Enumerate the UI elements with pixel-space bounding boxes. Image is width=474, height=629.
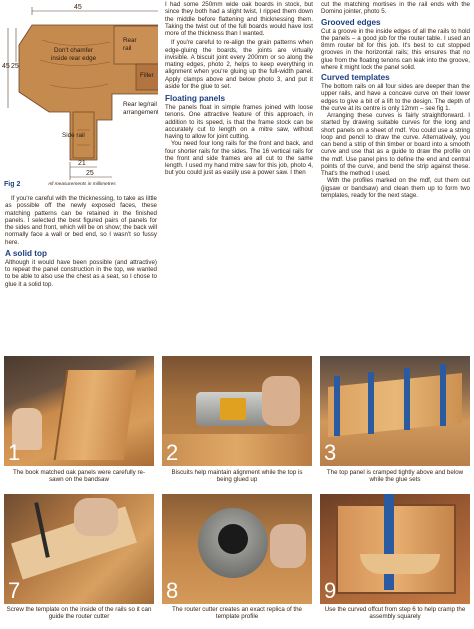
figure-2 (2, 0, 158, 192)
dim-bottom-a: 21 (78, 160, 86, 167)
dim-left-a: 45 (2, 63, 10, 70)
curved-offcut-shape (360, 554, 440, 574)
dim-left-b: 25 (11, 63, 19, 70)
label-chamfer-1: Don't chamfer (54, 47, 93, 54)
dim-top: 45 (74, 4, 82, 11)
frame-assembly-shape (336, 504, 456, 594)
heading-curved-templates: Curved templates (321, 73, 390, 82)
label-rear-rail-1: Rear (123, 37, 137, 44)
clamp-3 (404, 368, 410, 430)
col3-paragraph-1: cut the matching mortises in the rail ends with the Domino jointer, photo 5. (321, 1, 470, 16)
caption-8: The router cutter creates an exact replica of the template profile (171, 606, 302, 621)
photo-number-8: 8 (166, 578, 179, 603)
photo-7 (4, 494, 154, 604)
photo-2 (162, 356, 312, 466)
col3-paragraph-3: The bottom rails on all four sides are deeper than the upper rails, and have a concave curve on their lower edges to give a bit of a lift to the design. The depth of the curve at its centre is only 12mm – see fig 1. (321, 83, 470, 112)
photo-number-7: 7 (8, 578, 21, 603)
clamp-2 (368, 372, 374, 434)
photo-number-1: 1 (8, 440, 21, 465)
col2-paragraph-2: If you're careful to re-align the grain patterns when edge-gluing the boards, the joints are virtually invisible. A biscuit joint every 200mm or so along the mating edges, photo 2, helps to keep everything in alignment when you're gluing up the full-width panel. Apply clamps above and below photo 3, and put it aside for the glue to set. (165, 39, 313, 90)
col2-paragraph-3: The panels float in simple frames joined with loose tenons. One attractive feature of this approach, in addition to its speed, is that the frame stock can be accurately cut to length on a mitre saw, without having to allow for joint cutting. (165, 104, 313, 140)
label-arrangement-1: Rear leg/rail (123, 101, 157, 108)
label-filler: Filler (140, 72, 154, 79)
dim-bottom-b: 25 (86, 170, 94, 177)
photo-number-2: 2 (166, 440, 179, 465)
clamp-4 (440, 364, 446, 426)
label-side-rail: Side rail (62, 132, 85, 139)
photo-1 (4, 356, 154, 466)
photo-3 (320, 356, 470, 466)
col3-paragraph-2: Cut a groove in the inside edges of all the rails to hold the panels – a good job for the router table. I used an 8mm router bit for this job. It's best to cut stopped grooves in the horizontal rails; this ensures that no glue from the floating tenons can leak into the groove, where it might lock the panel solid. (321, 27, 470, 71)
col2-paragraph-1: I had some 250mm wide oak boards in stock, but since they both had a slight twist, I ripped them down the middle before flattening and thicknessing them. Taking the twist out of the full boards would have lost more of the thickness than I wanted. (165, 1, 313, 37)
label-arrangement-2: arrangement (123, 109, 158, 116)
caption-1: The book matched oak panels were carefully re-sawn on the bandsaw (12, 469, 146, 484)
caption-9: Use the curved offcut from step 6 to help cramp the assembly squarely (324, 606, 466, 621)
label-rear-rail-2: rail (123, 45, 132, 52)
clamp-1 (334, 376, 340, 436)
hand-shape-2 (262, 376, 300, 426)
photo-9 (320, 494, 470, 604)
col1-paragraph-2: Although it would have been possible (and attractive) to repeat the panel construction in the top, we wanted to be able to also use the chest as a seat, so I chose to glue it a solid top. (5, 258, 157, 288)
col1-paragraph-1: If you're careful with the thicknessing, to take as little as possible off the newly exposed faces, these matching patterns can be retained in the finished panels. I selected the best figured pairs of panels for the sides and front, which will be on show; the back will normally face a wall or bed end, so I wasn't so fussy here. (5, 195, 157, 246)
col2-paragraph-4: You need four long rails for the front and back, and four shorter rails for the sides. The 16 vertical rails for the front and side frames are all cut to the same length. I used my hand mitre saw for this job, photo 4, but you could just as easily use a power saw. I then (165, 140, 313, 177)
caption-2: Biscuits help maintain alignment while the top is being glued up (171, 469, 303, 484)
col3-paragraph-4: Arranging these curves is fairly straightforward. I started by drawing suitable curves for the long and short panels on a sheet of mdf. You could use a string loop and pencil to draw the curve. Alternatively, you can bend a strip of thin timber or board into a smooth curve and use that as a guide to draw the profile on the mdf. Use panel pins to define the end and central points of the curve, and bend the strip against these. That's the method I used. (321, 112, 470, 177)
column-2 (165, 1, 313, 177)
caption-3: The top panel is cramped tightly above and below while the glue sets (326, 469, 464, 484)
fig-label: Fig 2 (4, 181, 21, 188)
photo-8 (162, 494, 312, 604)
column-1 (5, 195, 157, 288)
label-chamfer-2: inside rear edge (51, 55, 97, 62)
heading-grooved-edges: Grooved edges (321, 17, 381, 27)
oak-panel-shape (54, 370, 137, 460)
photo-number-3: 3 (324, 440, 337, 465)
photo-number-9: 9 (324, 578, 337, 603)
hand-shape-4 (270, 524, 306, 568)
board-shape (162, 434, 312, 466)
heading-solid-top: A solid top (5, 248, 47, 258)
hand-shape-3 (74, 498, 118, 536)
column-3 (321, 1, 470, 199)
heading-floating-panels: Floating panels (165, 94, 226, 103)
caption-7: Screw the template on the inside of the rails so it can guide the router cutter (6, 606, 152, 621)
router-base-shape (218, 524, 248, 554)
col3-paragraph-5: With the profiles marked on the mdf, cut them out (jigsaw or bandsaw) and clean them up to form two templates, ready for the next stage. (321, 177, 470, 199)
rear-leg-diagram (2, 0, 158, 192)
jointer-label-shape (220, 398, 246, 420)
fig-note: All measurements in millimetres (48, 182, 116, 187)
clamp-5 (384, 494, 394, 590)
